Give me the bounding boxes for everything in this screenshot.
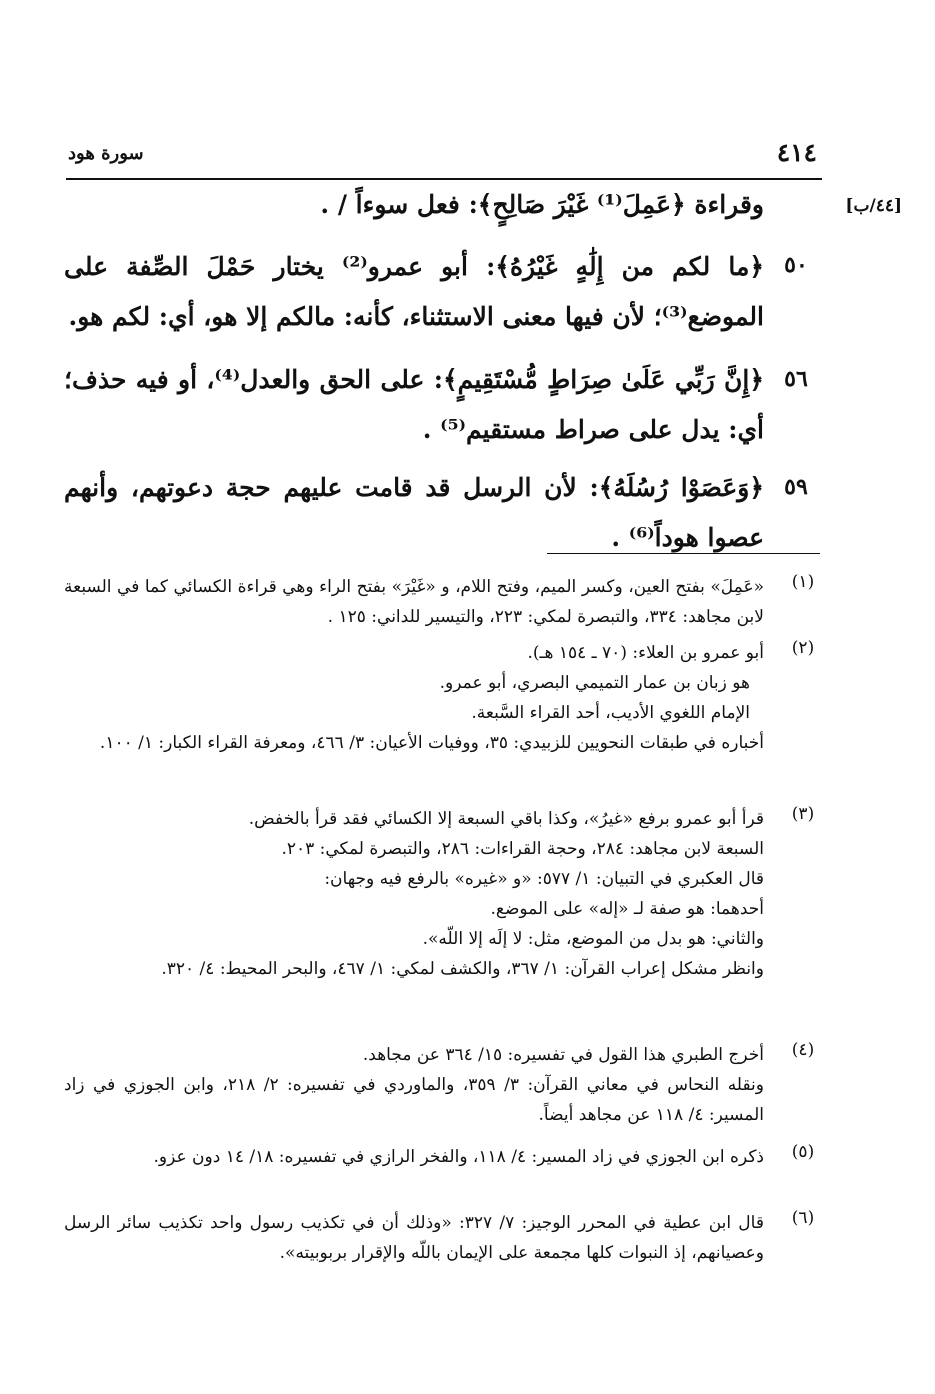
footnote-line: السبعة لابن مجاهد: ٢٨٤، وحجة القراءات: ٢٨٦، والتبصرة لمكي: ٢٠٣.	[281, 839, 764, 859]
verse-commentary-59: ﴿وَعَصَوْا رُسُلَهُ﴾: لأن الرسل قد قامت عليهم حجة دعوتهم، وأنهم عصوا هوداً⁽⁶⁾ .	[64, 473, 764, 552]
footnote-line: أخباره في طبقات النحويين للزبيدي: ٣٥، ووفيات الأعيان: ٣/ ٤٦٦، ومعرفة القراء الكبار: ١/ ١٠٠.	[99, 733, 764, 753]
footnote-line: أخرج الطبري هذا القول في تفسيره: ١٥/ ٣٦٤ عن مجاهد.	[362, 1045, 764, 1065]
footnote-number: (٤)	[791, 1040, 815, 1060]
footnote-2	[64, 638, 764, 758]
footnote-line: ونقله النحاس في معاني القرآن: ٣/ ٣٥٩، والماوردي في تفسيره: ٢/ ٢١٨، وابن الجوزي في زاد المسير: ٤/ ١١٨ عن مجاهد أيضاً.	[64, 1075, 764, 1125]
manuscript-folio-reference: [٤٤/ب]	[845, 196, 902, 216]
footnote-line: وانظر مشكل إعراب القرآن: ١/ ٣٦٧، والكشف لمكي: ١/ ٤٦٧، والبحر المحيط: ٤/ ٣٢٠.	[161, 959, 764, 979]
footnote-line: قرأ أبو عمرو برفع «غيرُ»، وكذا باقي السبعة إلا الكسائي فقد قرأ بالخفض.	[248, 809, 764, 829]
footnote-line: أبو عمرو بن العلاء: (٧٠ ـ ١٥٤ هـ).	[527, 643, 764, 663]
footnote-4	[64, 1040, 764, 1130]
verse-number: ٥٦	[784, 366, 808, 392]
footnote-line: والثاني: هو بدل من الموضع، مثل: لا إلَه إلا اللّه».	[422, 929, 764, 949]
running-header-surah: سورة هود	[68, 143, 144, 164]
footnote-number: (٢)	[791, 638, 815, 658]
footnote-line: الإمام اللغوي الأديب، أحد القراء السَّبعة.	[471, 703, 750, 723]
verse-commentary-56: ﴿إِنَّ رَبِّي عَلَىٰ صِرَاطٍ مُّسْتَقِيمٍ﴾: على الحق والعدل⁽⁴⁾، أو فيه حذف؛ أي: يدل على صراط مستقيم⁽⁵⁾ .	[64, 365, 764, 444]
footnote-number: (١)	[791, 572, 815, 592]
footnote-line: أحدهما: هو صفة لـ «إله» على الموضع.	[490, 899, 764, 919]
footnote-1	[64, 572, 764, 632]
verse-number: ٥٩	[784, 474, 808, 500]
footnote-number: (٣)	[791, 804, 815, 824]
footnote-line: هو زبان بن عمار التميمي البصري، أبو عمرو.	[439, 673, 750, 693]
footnote-number: (٥)	[791, 1142, 815, 1162]
footnote-6	[64, 1208, 764, 1268]
footnote-number: (٦)	[791, 1208, 815, 1228]
verse-number: ٥٠	[784, 252, 808, 278]
footnote-5	[64, 1142, 764, 1172]
footnote-line: ذكره ابن الجوزي في زاد المسير: ٤/ ١١٨، والفخر الرازي في تفسيره: ١٨/ ١٤ دون عزو.	[153, 1147, 764, 1167]
footnote-separator	[547, 553, 820, 554]
page-number: ٤١٤	[776, 138, 817, 167]
verse-line-0: وقراءة ﴿عَمِلَ⁽¹⁾ غَيْرَ صَالِحٍ﴾: فعل سوءاً / .	[320, 190, 764, 219]
footnote-line: قال العكبري في التبيان: ١/ ٥٧٧: «و «غيره» بالرفع فيه وجهان:	[324, 869, 764, 889]
footnote-line: قال ابن عطية في المحرر الوجيز: ٧/ ٣٢٧: «وذلك أن في تكذيب رسول واحد تكذيب سائر الرسل وعصيانهم، إذ النبوات كلها مجمعة على الإيمان باللّه والإقرار بربوبيته».	[64, 1213, 764, 1263]
footnote-line: «عَمِلَ» بفتح العين، وكسر الميم، وفتح اللام، و «غَيْرَ» بفتح الراء وهي قراءة الكسائي كما في السبعة لابن مجاهد: ٣٣٤، والتبصرة لمكي: ٢٢٣، والتيسير للداني: ١٢٥ .	[64, 577, 764, 627]
footnote-3	[64, 804, 764, 984]
verse-commentary-50: ﴿ما لكم من إِلَٰهٍ غَيْرُهُ﴾: أبو عمرو⁽²⁾ يختار حَمْلَ الصِّفة على الموضع⁽³⁾؛ لأن فيها معنى الاستثناء، كأنه: مالكم إلا هو، أي: لكم هو.	[64, 252, 764, 331]
